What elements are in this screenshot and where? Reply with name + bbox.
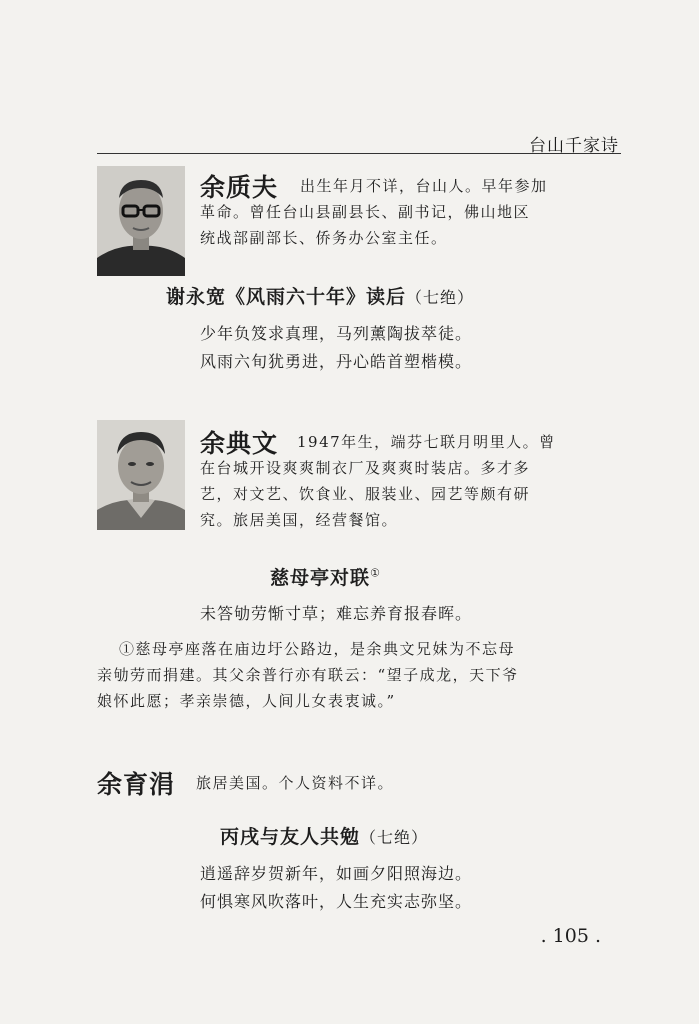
author-name-1: 余质夫	[200, 173, 279, 202]
couplet-line: 未答劬劳惭寸草；难忘养育报春晖。	[200, 604, 473, 623]
author-bio-1-line-1: 出生年月不详，台山人。早年参加	[300, 177, 548, 195]
author-name-2: 余典文	[200, 429, 279, 458]
poem-title-1-text: 谢永宽《风雨六十年》读后	[166, 286, 407, 308]
author-bio-3: 旅居美国。个人资料不详。	[196, 774, 395, 792]
portrait-photo-1	[97, 166, 185, 276]
poem-3-line-1: 逍遥辞岁贺新年，如画夕阳照海边。	[200, 864, 473, 883]
portrait-photo-2	[97, 420, 185, 530]
poem-title-3	[220, 822, 428, 849]
author-bio-2-line-2: 在台城开设爽爽制衣厂及爽爽时装店。多才多	[200, 459, 531, 477]
portrait-1-image	[97, 166, 185, 276]
footnote-marker: ①	[370, 566, 381, 580]
author-bio-1-line-3: 统战部副部长、侨务办公室主任。	[200, 229, 448, 247]
footnote-line-1: ①慈母亭座落在庙边圩公路边，是余典文兄妹为不忘母	[119, 640, 516, 658]
footnote-line-2: 亲劬劳而捐建。其父余普行亦有联云：“望子成龙，天下爷	[97, 666, 519, 684]
poem-title-3-text: 丙戌与友人共勉	[220, 826, 361, 848]
poem-title-1	[166, 282, 474, 309]
running-header: 台山千家诗	[529, 136, 619, 156]
poem-1-line-2: 风雨六旬犹勇进，丹心皓首塑楷模。	[200, 352, 473, 371]
header-rule	[97, 153, 621, 154]
poem-form-1: （七绝）	[406, 288, 475, 307]
page-number: . 105 .	[540, 925, 601, 947]
poem-3-line-2: 何惧寒风吹落叶，人生充实志弥坚。	[200, 892, 473, 911]
poem-form-3: （七绝）	[360, 828, 429, 847]
author-bio-1-line-2: 革命。曾任台山县副县长、副书记，佛山地区	[200, 203, 531, 221]
poem-title-2-text: 慈母亭对联	[270, 567, 371, 589]
author-name-3: 余育涓	[97, 770, 176, 799]
portrait-2-image	[97, 420, 185, 530]
poem-1-line-1: 少年负笈求真理，马列薰陶拔萃徒。	[200, 324, 473, 343]
author-bio-2-line-1: 1947年生，端芬七联月明里人。曾	[297, 433, 556, 451]
footnote-line-3: 娘怀此愿；孝亲崇德，人间儿女表衷诚。”	[97, 692, 396, 710]
author-bio-2-line-4: 究。旅居美国，经营餐馆。	[200, 511, 399, 529]
poem-title-2	[270, 563, 381, 590]
author-bio-2-line-3: 艺，对文艺、饮食业、服装业、园艺等颇有研	[200, 485, 531, 503]
